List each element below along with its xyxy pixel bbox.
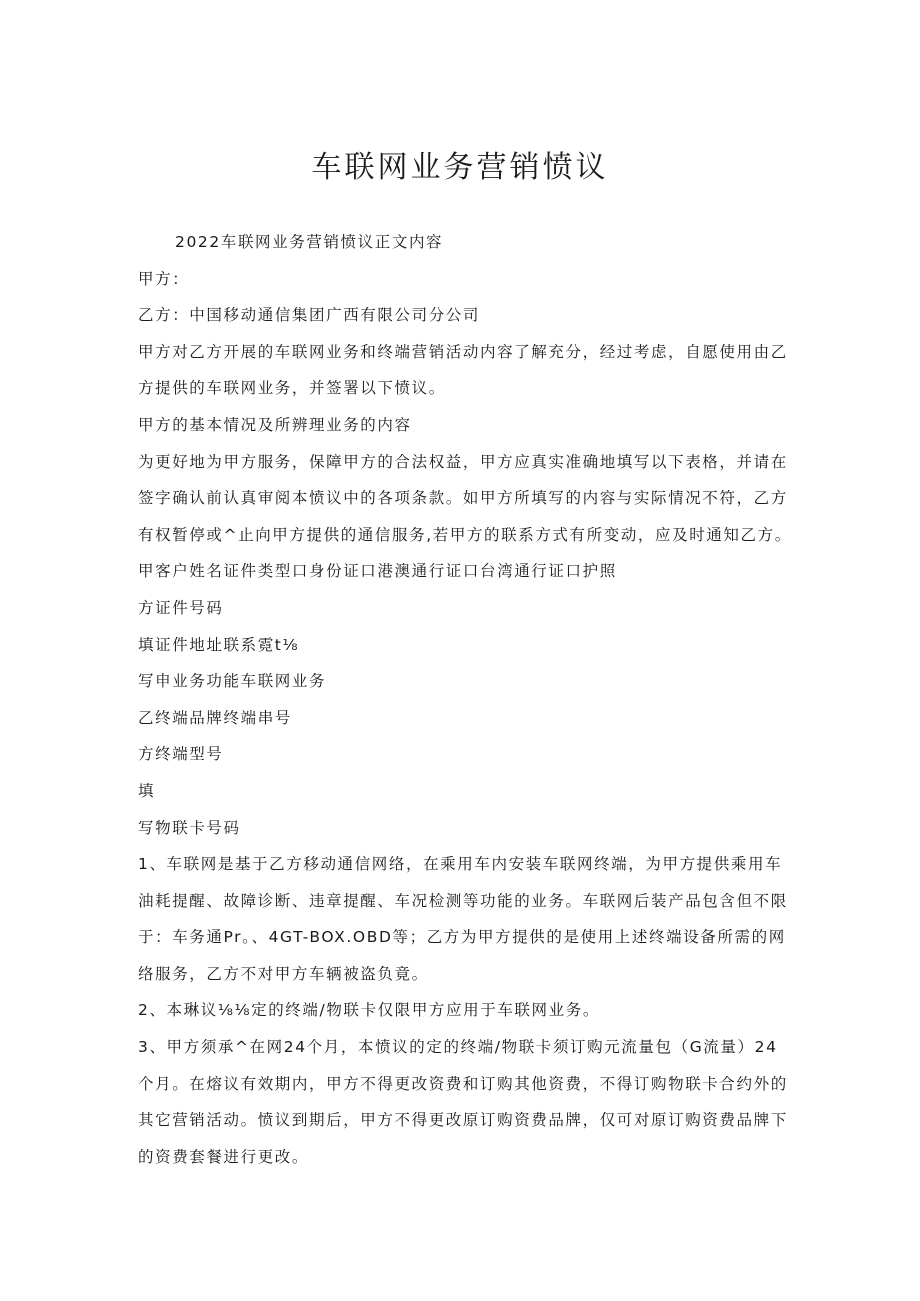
- paragraph-line: 有权暂停或^止向甲方提供的通信服务,若甲方的联系方式有所变动，应及时通知乙方。: [138, 525, 792, 544]
- clause-1-line: 络服务，乙方不对甲方车辆被盗负竟。: [138, 964, 429, 983]
- form-line: 方终端型号: [138, 745, 224, 764]
- subtitle-line: 2022车联网业务营销愤议正文内容: [175, 233, 444, 251]
- form-line: 填证件地址联系霓t⅛: [138, 635, 300, 654]
- party-b-line: 乙方：中国移动通信集团广西有限公司分公司: [138, 306, 481, 325]
- paragraph-line: 方提供的车联网业务，并签署以下愤议。: [138, 379, 446, 398]
- clause-2-line: 2、本琳议⅛⅛定的终端/物联卡仅限甲方应用于车联网业务。: [138, 1001, 600, 1020]
- form-line: 甲客户姓名证件类型口身份证口港澳通行证口台湾通行证口护照: [138, 562, 617, 581]
- section-heading: 甲方的基本情况及所辨理业务的内容: [138, 415, 412, 434]
- clause-1-line: 于：车务通Pr。、4GT-BOX.OBD等；乙方为甲方提供的是使用上述终端设备所需的网: [138, 928, 786, 947]
- paragraph-line: 为更好地为甲方服务，保障甲方的合法权益，甲方应真实准确地填写以下表格，并请在: [138, 452, 788, 471]
- paragraph-line: 签字确认前认真审阅本愤议中的各项条款。如甲方所填写的内容与实际情况不符，乙方: [138, 489, 788, 508]
- clause-1-line: 1、车联网是基于乙方移动通信网络，在乘用车内安装车联网终端，为甲方提供乘用车: [138, 855, 783, 874]
- paragraph-line: 甲方对乙方开展的车联网业务和终端营销活动内容了解充分，经过考虑，自愿使用由乙: [138, 342, 788, 361]
- clause-3-line: 的资费套餐进行更改。: [138, 1147, 310, 1166]
- document-title: 车联网业务营销愤议: [311, 150, 609, 185]
- document-body: [138, 224, 798, 1175]
- form-line: 填: [138, 781, 156, 800]
- form-line: 乙终端品牌终端串号: [138, 708, 292, 727]
- clause-3-line: 其它营销活动。愤议到期后，甲方不得更改原订购资费品牌，仅可对原订购资费品牌下: [138, 1111, 788, 1130]
- form-line: 写物联卡号码: [138, 818, 241, 837]
- clause-1-line: 油耗提醒、故障诊断、违章提醒、车况检测等功能的业务。车联网后装产品包含但不限: [138, 891, 788, 910]
- clause-3-line: 3、甲方须承^在网24个月，本愤议的定的终端/物联卡须订购元流量包（G流量）24: [138, 1038, 778, 1057]
- form-line: 方证件号码: [138, 598, 224, 617]
- clause-3-line: 个月。在熔议有效期内，甲方不得更改资费和订购其他资费，不得订购物联卡合约外的: [138, 1074, 788, 1093]
- form-line: 写申业务功能车联网业务: [138, 672, 327, 691]
- party-a-line: 甲方：: [138, 269, 190, 288]
